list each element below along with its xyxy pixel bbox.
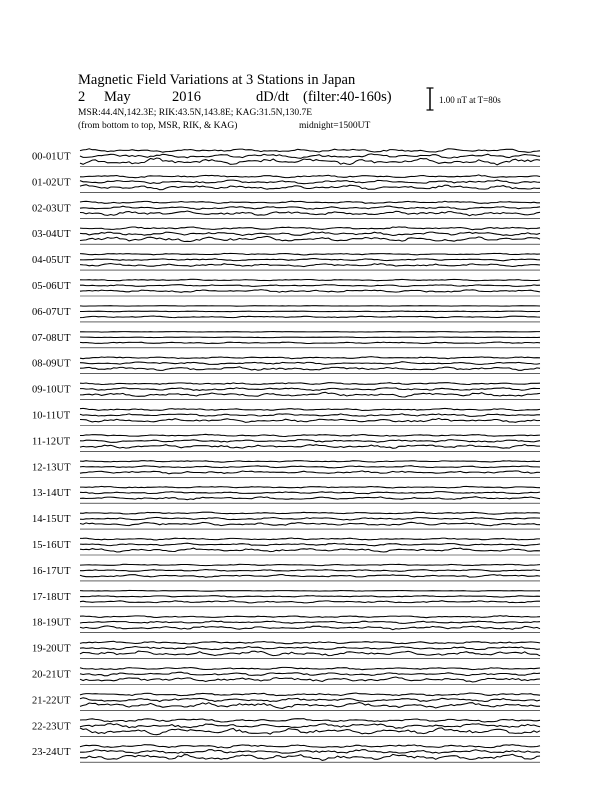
- row-label: 13-14UT: [32, 488, 71, 500]
- row-label: 17-18UT: [32, 591, 71, 603]
- station-trace: [80, 512, 540, 514]
- trace-rows: [80, 149, 540, 762]
- station-trace: [80, 471, 540, 474]
- row-label: 02-03UT: [32, 203, 71, 215]
- row-label: 07-08UT: [32, 332, 71, 344]
- station-trace: [80, 724, 540, 729]
- station-trace: [80, 434, 540, 436]
- station-trace: [80, 154, 540, 158]
- trace-row: [80, 461, 540, 478]
- trace-row: [80, 512, 540, 529]
- station-trace: [80, 492, 540, 494]
- trace-row: [80, 641, 540, 658]
- station-trace: [80, 445, 540, 449]
- trace-row: [80, 408, 540, 425]
- station-trace: [80, 672, 540, 676]
- trace-row: [80, 253, 540, 270]
- station-trace: [80, 570, 540, 572]
- date-month: May: [104, 89, 131, 105]
- station-trace: [80, 719, 540, 722]
- station-trace: [80, 564, 540, 565]
- station-trace: [80, 158, 540, 165]
- station-trace: [80, 357, 540, 359]
- station-trace: [80, 311, 540, 312]
- station-trace: [80, 641, 540, 644]
- station-trace: [80, 388, 540, 391]
- station-trace: [80, 232, 540, 236]
- row-label: 06-07UT: [32, 306, 71, 318]
- trace-row: [80, 434, 540, 451]
- station-order-note: (from bottom to top, MSR, RIK, & KAG): [78, 121, 238, 131]
- row-label: 16-17UT: [32, 565, 71, 577]
- station-trace: [80, 667, 540, 669]
- station-trace: [80, 285, 540, 287]
- station-trace: [80, 466, 540, 468]
- row-label: 08-09UT: [32, 358, 71, 370]
- row-label: 11-12UT: [32, 436, 71, 448]
- station-trace: [80, 575, 540, 578]
- station-trace: [80, 185, 540, 190]
- station-trace: [80, 362, 540, 365]
- station-trace: [80, 754, 540, 760]
- station-trace: [80, 290, 540, 293]
- station-trace: [80, 306, 540, 307]
- chart-header: [78, 72, 501, 131]
- trace-row: [80, 719, 540, 737]
- date-day: 2: [78, 89, 86, 105]
- station-trace: [80, 149, 540, 153]
- station-trace: [80, 236, 540, 241]
- station-trace: [80, 548, 540, 552]
- station-trace: [80, 440, 540, 443]
- station-trace: [80, 703, 540, 709]
- row-label: 01-02UT: [32, 177, 71, 189]
- trace-row: [80, 357, 540, 374]
- station-trace: [80, 332, 540, 333]
- station-trace: [80, 337, 540, 338]
- station-trace: [80, 745, 540, 748]
- station-trace: [80, 342, 540, 344]
- station-trace: [80, 626, 540, 630]
- trace-row: [80, 538, 540, 555]
- station-trace: [80, 693, 540, 696]
- filter-label: (filter:40-160s): [303, 89, 392, 105]
- row-label: 15-16UT: [32, 540, 71, 551]
- station-trace: [80, 279, 540, 280]
- trace-row: [80, 745, 540, 763]
- trace-row: [80, 667, 540, 684]
- row-label: 05-06UT: [32, 281, 71, 292]
- scale-bar-label: 1.00 nT at T=80s: [439, 95, 501, 105]
- trace-row: [80, 279, 540, 296]
- station-trace: [80, 264, 540, 267]
- station-trace: [80, 211, 540, 216]
- trace-row: [80, 201, 540, 218]
- trace-row: [80, 693, 540, 710]
- station-trace: [80, 596, 540, 598]
- station-trace: [80, 486, 540, 488]
- station-trace: [80, 180, 540, 184]
- station-trace: [80, 647, 540, 650]
- trace-row: [80, 332, 540, 348]
- station-trace: [80, 206, 540, 209]
- station-trace: [80, 408, 540, 410]
- row-label: 12-13UT: [32, 462, 71, 474]
- midnight-note: midnight=1500UT: [299, 121, 371, 131]
- station-trace: [80, 590, 540, 591]
- station-trace: [80, 259, 540, 261]
- row-label: 21-22UT: [32, 695, 71, 707]
- row-label: 18-19UT: [32, 617, 71, 629]
- row-label: 00-01UT: [32, 151, 71, 163]
- trace-row: [80, 306, 540, 322]
- station-trace: [80, 175, 540, 178]
- station-trace: [80, 316, 540, 318]
- station-trace: [80, 383, 540, 385]
- trace-row: [80, 227, 540, 244]
- row-label: 22-23UT: [32, 721, 71, 733]
- trace-row: [80, 149, 540, 167]
- station-trace: [80, 621, 540, 623]
- station-trace: [80, 698, 540, 702]
- row-label: 04-05UT: [32, 255, 71, 267]
- trace-row: [80, 590, 540, 606]
- trace-row: [80, 383, 540, 400]
- station-trace: [80, 728, 540, 735]
- trace-row: [80, 175, 540, 193]
- station-trace: [80, 538, 540, 540]
- row-label: 14-15UT: [32, 514, 71, 526]
- station-trace: [80, 522, 540, 525]
- station-trace: [80, 543, 540, 546]
- station-trace: [80, 253, 540, 255]
- station-coordinates: MSR:44.4N,142.3E; RIK:43.5N,143.8E; KAG:31.5N,130.7E: [78, 108, 313, 118]
- row-label: 20-21UT: [32, 669, 71, 681]
- date-year: 2016: [172, 89, 201, 105]
- row-label: 10-11UT: [32, 410, 71, 422]
- row-label: 19-20UT: [32, 643, 71, 655]
- trace-row: [80, 564, 540, 581]
- station-trace: [80, 201, 540, 203]
- trace-row: [80, 486, 540, 503]
- station-trace: [80, 750, 540, 754]
- scale-bar: [427, 88, 434, 110]
- station-trace: [80, 601, 540, 603]
- station-trace: [80, 517, 540, 520]
- station-trace: [80, 418, 540, 422]
- station-trace: [80, 497, 540, 500]
- station-trace: [80, 677, 540, 682]
- row-label: 03-04UT: [32, 229, 71, 241]
- station-trace: [80, 392, 540, 397]
- station-trace: [80, 461, 540, 463]
- station-trace: [80, 616, 540, 618]
- component-label: dD/dt: [256, 89, 290, 105]
- station-trace: [80, 227, 540, 230]
- row-label: 23-24UT: [32, 747, 71, 759]
- station-trace: [80, 414, 540, 417]
- station-trace: [80, 651, 540, 656]
- row-label: 09-10UT: [32, 384, 71, 396]
- chart-title: Magnetic Field Variations at 3 Stations in Japan: [78, 72, 356, 88]
- station-trace: [80, 367, 540, 371]
- trace-row: [80, 616, 540, 633]
- row-labels: [32, 152, 71, 759]
